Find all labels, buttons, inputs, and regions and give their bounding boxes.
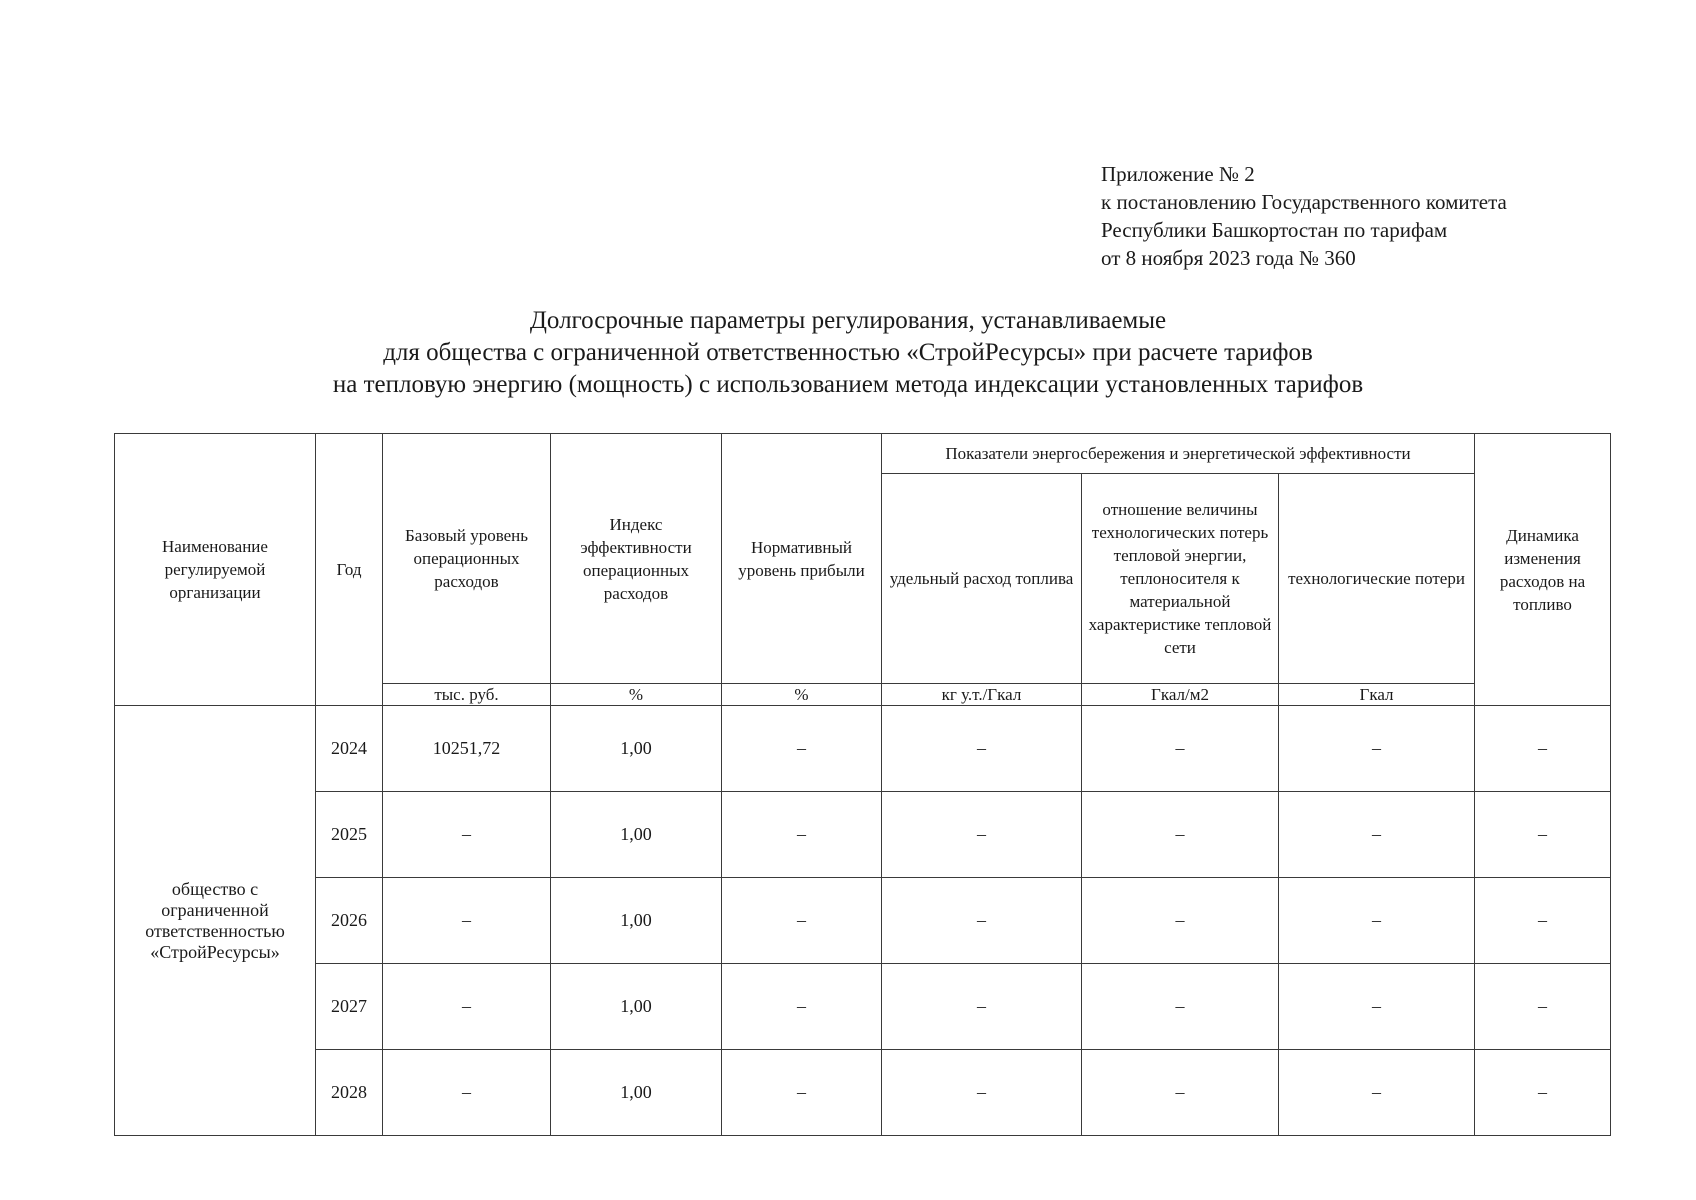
unit-efficiency-index: % xyxy=(551,684,722,706)
tech-losses-cell: – xyxy=(1279,792,1475,878)
fuel-dynamics-cell: – xyxy=(1475,706,1611,792)
fuel-cell: – xyxy=(882,706,1082,792)
profit-cell: – xyxy=(722,964,882,1050)
loss-ratio-cell: – xyxy=(1082,792,1279,878)
fuel-cell: – xyxy=(882,792,1082,878)
table-row xyxy=(115,1050,1611,1136)
efficiency-index-cell: 1,00 xyxy=(551,878,722,964)
fuel-cell: – xyxy=(882,878,1082,964)
year-cell: 2025 xyxy=(316,792,383,878)
header-base-opex: Базовый уровень операционных расходов xyxy=(383,434,551,684)
annex-line-2: к постановлению Государственного комитета xyxy=(1101,190,1507,214)
header-fuel-dynamics: Динамика изменения расходов на топливо xyxy=(1475,434,1611,706)
tech-losses-cell: – xyxy=(1279,964,1475,1050)
header-fuel: удельный расход топлива xyxy=(882,474,1082,684)
fuel-dynamics-cell: – xyxy=(1475,1050,1611,1136)
base-opex-cell: – xyxy=(383,1050,551,1136)
table-row xyxy=(115,706,1611,792)
annex-line-4: от 8 ноября 2023 года № 360 xyxy=(1101,246,1356,270)
document-title xyxy=(0,305,1696,401)
fuel-cell: – xyxy=(882,964,1082,1050)
unit-tech-losses: Гкал xyxy=(1279,684,1475,706)
table-row xyxy=(115,964,1611,1050)
profit-cell: – xyxy=(722,878,882,964)
base-opex-cell: – xyxy=(383,792,551,878)
fuel-cell: – xyxy=(882,1050,1082,1136)
annex-line-3: Республики Башкортостан по тарифам xyxy=(1101,218,1448,242)
org-name-cell: общество с ограниченной ответственностью «СтройРесурсы» xyxy=(115,706,316,1136)
loss-ratio-cell: – xyxy=(1082,878,1279,964)
tech-losses-cell: – xyxy=(1279,878,1475,964)
tech-losses-cell: – xyxy=(1279,706,1475,792)
title-line-2: для общества с ограниченной ответственностью «СтройРесурсы» при расчете тарифов xyxy=(383,339,1313,366)
year-cell: 2028 xyxy=(316,1050,383,1136)
profit-cell: – xyxy=(722,1050,882,1136)
header-energy-efficiency-group: Показатели энергосбережения и энергетической эффективности xyxy=(882,434,1475,474)
base-opex-cell: – xyxy=(383,964,551,1050)
header-profit: Нормативный уровень прибыли xyxy=(722,434,882,684)
title-line-3: на тепловую энергию (мощность) с использованием метода индексации установленных тарифов xyxy=(332,371,1364,398)
base-opex-cell: 10251,72 xyxy=(383,706,551,792)
year-cell: 2027 xyxy=(316,964,383,1050)
loss-ratio-cell: – xyxy=(1082,706,1279,792)
unit-profit: % xyxy=(722,684,882,706)
header-org: Наименование регулируемой организации xyxy=(115,434,316,706)
year-cell: 2024 xyxy=(316,706,383,792)
profit-cell: – xyxy=(722,792,882,878)
header-efficiency-index: Индекс эффективности операционных расходов xyxy=(551,434,722,684)
table-body xyxy=(115,706,1611,1136)
title-line-1: Долгосрочные параметры регулирования, устанавливаемые xyxy=(529,307,1167,334)
unit-base-opex: тыс. руб. xyxy=(383,684,551,706)
table-row xyxy=(115,878,1611,964)
tech-losses-cell: – xyxy=(1279,1050,1475,1136)
efficiency-index-cell: 1,00 xyxy=(551,792,722,878)
header-loss-ratio: отношение величины технологических потерь тепловой энергии, теплоносителя к материальной характеристике тепловой сети xyxy=(1082,474,1279,684)
year-cell: 2026 xyxy=(316,878,383,964)
loss-ratio-cell: – xyxy=(1082,1050,1279,1136)
annex-line-1: Приложение № 2 xyxy=(1101,162,1255,186)
table-header xyxy=(115,434,1611,706)
table-row xyxy=(115,792,1611,878)
header-year: Год xyxy=(316,434,383,706)
parameters-table xyxy=(114,433,1611,1136)
base-opex-cell: – xyxy=(383,878,551,964)
fuel-dynamics-cell: – xyxy=(1475,792,1611,878)
loss-ratio-cell: – xyxy=(1082,964,1279,1050)
annex-block xyxy=(1101,160,1507,272)
fuel-dynamics-cell: – xyxy=(1475,964,1611,1050)
efficiency-index-cell: 1,00 xyxy=(551,964,722,1050)
fuel-dynamics-cell: – xyxy=(1475,878,1611,964)
unit-loss-ratio: Гкал/м2 xyxy=(1082,684,1279,706)
unit-fuel: кг у.т./Гкал xyxy=(882,684,1082,706)
profit-cell: – xyxy=(722,706,882,792)
efficiency-index-cell: 1,00 xyxy=(551,1050,722,1136)
efficiency-index-cell: 1,00 xyxy=(551,706,722,792)
header-tech-losses: технологические потери xyxy=(1279,474,1475,684)
